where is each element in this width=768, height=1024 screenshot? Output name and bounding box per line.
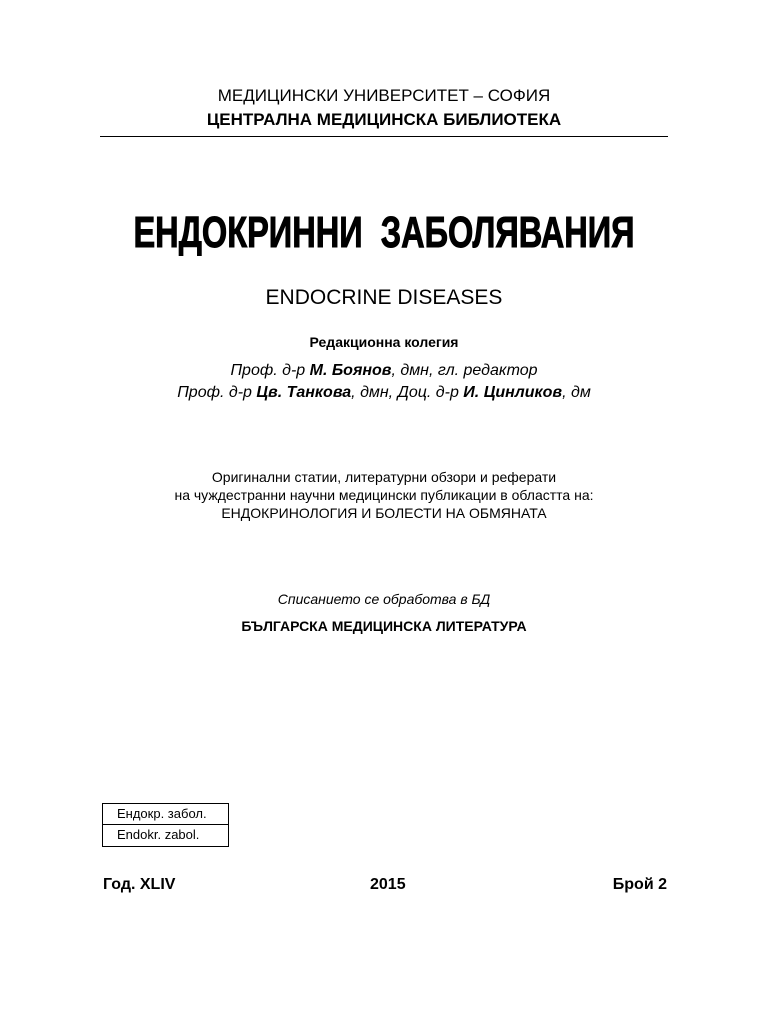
abbreviation-cyrillic: Ендокр. забол. [103,804,228,825]
description-line-3: ЕНДОКРИНОЛОГИЯ И БОЛЕСТИ НА ОБМЯНАТА [221,505,547,521]
board-line2-mid: , дмн, Доц. д-р [351,384,464,401]
university-name: МЕДИЦИНСКИ УНИВЕРСИТЕТ – СОФИЯ [217,86,551,105]
board-line1-prefix: Проф. д-р [230,362,310,379]
abbreviation-box [102,803,229,847]
board-line2-prefix: Проф. д-р [177,384,257,401]
board-line1-suffix: , дмн, гл. редактор [391,362,538,379]
abbreviation-latin: Endokr. zabol. [117,827,200,842]
editor-in-chief-name: М. Боянов [309,362,392,379]
editorial-board-label: Редакционна колегия [309,334,459,350]
board-line2-suffix: , дм [562,384,591,401]
description-line-1: Оригинални статии, литературни обзори и реферати [211,469,557,485]
header-divider [100,136,668,137]
indexing-database: БЪЛГАРСКА МЕДИЦИНСКА ЛИТЕРАТУРА [241,618,527,634]
editorial-board-line-1 [0,362,768,380]
description-line-2: на чуждестранни научни медицински публикации в областта на: [174,487,594,503]
issue-number: Брой 2 [612,876,667,893]
publication-year: 2015 [370,876,406,893]
journal-title-en: ENDOCRINE DISEASES [265,286,503,309]
board-member-1-name: Цв. Танкова [256,384,352,401]
journal-title-bg: ЕНДОКРИННИ ЗАБОЛЯВАНИЯ [133,208,635,257]
volume-label: Год. XLIV [103,876,176,893]
indexing-note: Списанието се обработва в БД [277,591,491,607]
board-member-2-name: И. Цинликов [463,384,563,401]
library-name: ЦЕНТРАЛНА МЕДИЦИНСКА БИБЛИОТЕКА [206,110,562,129]
editorial-board-line-2 [0,384,768,402]
